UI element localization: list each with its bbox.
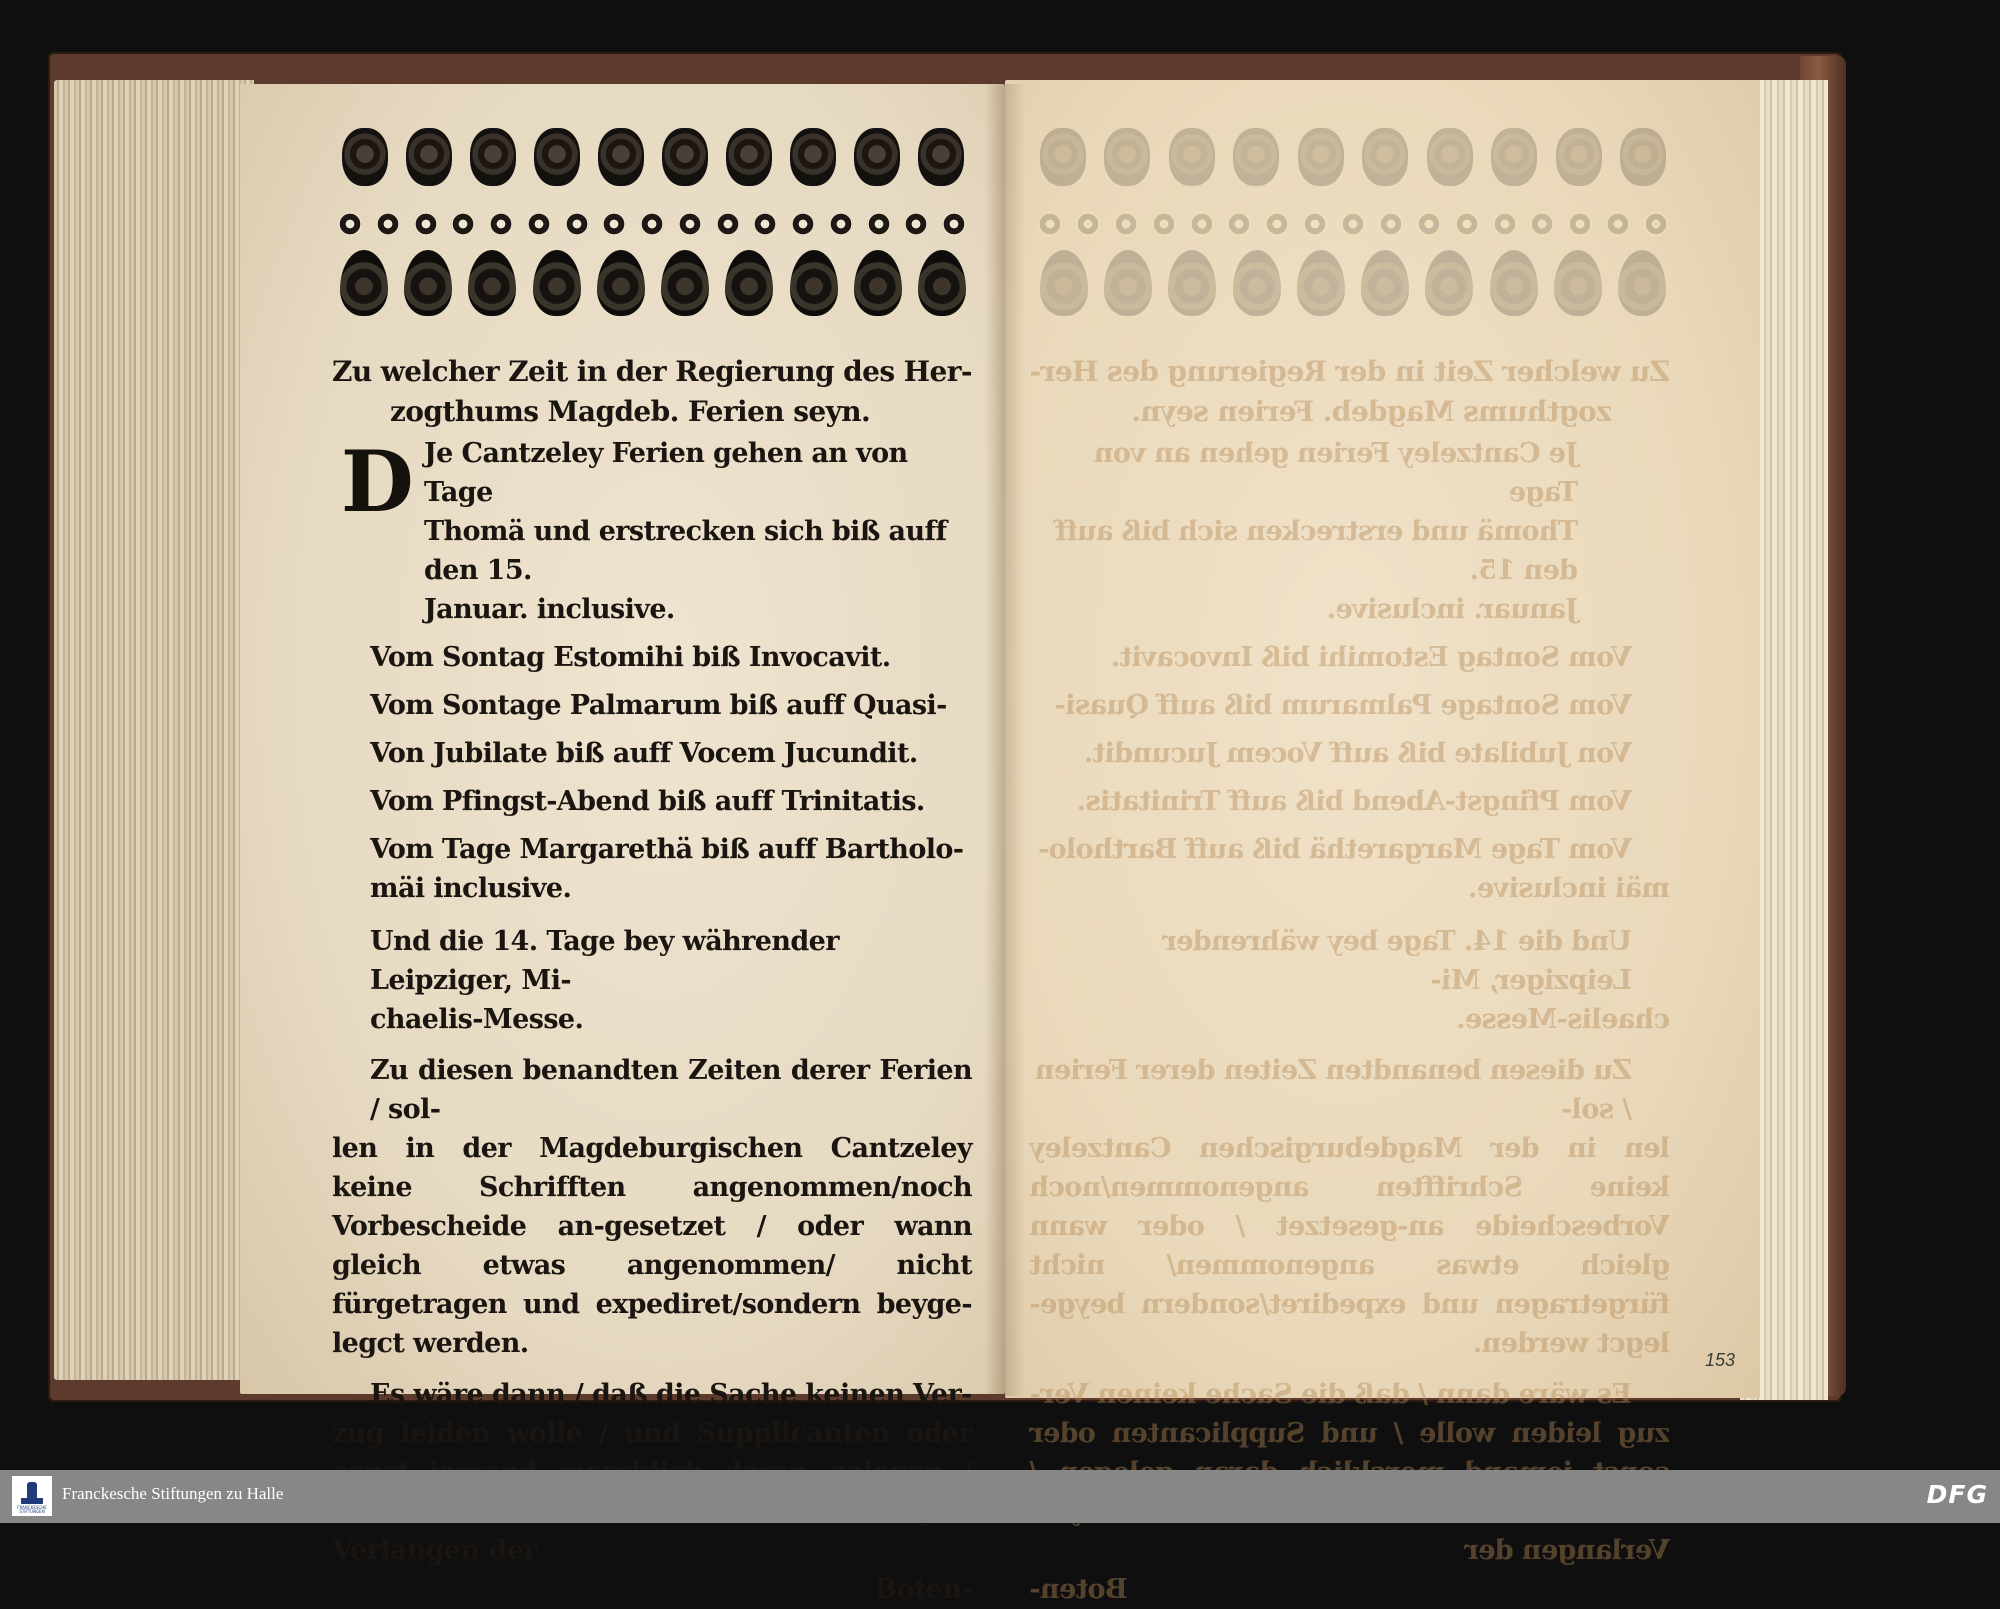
leaf-ornament-icon [1297,250,1345,316]
ghost-para-line: Es wäre dann / daß die Sache keinen Ver- [1030,1379,1632,1410]
ghost-entry: Vom Pfingst-Abend biß auff Trinitatis. [1077,786,1632,817]
leaf-ornament-icon [533,250,581,316]
opening-paragraph [332,434,972,629]
institution-logo[interactable] [12,1476,52,1516]
ghost-entry: Vom Tage Margarethä biß auff Bartholo- [1038,834,1632,865]
holiday-entry: Vom Pfingst-Abend biß auff Trinitatis. [370,786,925,817]
rosette-icon [904,212,928,236]
rosette-icon [565,212,589,236]
leaf-ornament-icon [1040,250,1088,316]
left-page-text [332,352,972,1609]
flower-ornament-icon [1040,128,1086,186]
opening-line-3: Januar. inclusive. [424,594,675,625]
leaf-ornament-icon [1618,250,1666,316]
holiday-entry: Von Jubilate biß auff Vocem Jucundit. [370,738,918,769]
flower-ornament-icon [598,128,644,186]
holiday-entry-continuation: mäi inclusive. [370,873,572,904]
rosette-icon [1227,212,1251,236]
rosette-icon [1568,212,1592,236]
leaf-ornament-icon [1425,250,1473,316]
paragraph-body: zug leiden wolle / und Supplicanten oder Verlangen der [332,1418,972,1566]
leaf-ornament-icon [597,250,645,316]
paragraph-first-line: Es wäre dann / daß die Sache keinen Ver- [370,1379,972,1410]
holiday-entry-line: Vom Tage Margarethä biß auff Bartholo- [370,834,964,865]
leaf-ornament-icon [725,250,773,316]
flower-ornament-icon [534,128,580,186]
flower-ornament-icon [1298,128,1344,186]
dfg-logo[interactable]: DFG [1926,1480,1988,1509]
rosette-icon [602,212,626,236]
flower-ornament-icon [342,128,388,186]
rosette-icon [1190,212,1214,236]
leaf-ornament-icon [1554,250,1602,316]
leaf-ornament-icon [340,250,388,316]
ghost-opening [1030,434,1670,629]
ghost-para-body: len in der Magdeburgischen Cantzeley keine Schrifften angenommen/noch Vorbescheide an-gesetzet / oder wann gleich etwas angenommen/ nicht fürgetragen und expediret/sondern beyge-legct werden. [1030,1133,1670,1359]
ghost-para-line: Zu diesen benandten Zeiten derer Ferien / sol- [1035,1055,1632,1125]
ghost-entry-cont: mäi inclusive. [1468,873,1670,904]
ornament-row-bottom [340,250,966,316]
rosette-icon [716,212,740,236]
holiday-entry: Vom Sontage Palmarum biß auff Quasi- [370,690,947,721]
flower-ornament-icon [1169,128,1215,186]
rosette-icon [678,212,702,236]
rosette-icon [1341,212,1365,236]
rosette-icon [1493,212,1517,236]
flower-ornament-icon [1233,128,1279,186]
rosette-icon [829,212,853,236]
leaf-ornament-icon [661,250,709,316]
institution-name: Franckesche Stiftungen zu Halle [62,1484,284,1503]
heading-line-2: zogthums Magdeb. Ferien seyn. [390,395,871,428]
ghost-heading-line-1: Zu welcher Zeit in der Regierung des Her- [1030,355,1670,388]
book-gutter [985,84,1025,1396]
flower-ornament-icon [662,128,708,186]
rosette-icon [1455,212,1479,236]
flower-ornament-icon [1491,128,1537,186]
ghost-opening-line-1: Je Cantzeley Ferien gehen an von Tage [1094,438,1578,508]
rosette-icon [376,212,400,236]
ghost-ornament-row-top [1040,128,1666,186]
ghost-entry: Von Jubilate biß auff Vocem Jucundit. [1084,738,1632,769]
rosette-icon [1417,212,1441,236]
ghost-opening-line-3: Januar. inclusive. [1327,594,1578,625]
ghost-heading [1030,352,1670,432]
pencil-folio-number: 153 [1705,1350,1736,1370]
opening-line-2: Thomä und erstrecken sich biß auff den 15. [424,516,947,586]
rosette-icon [1644,212,1668,236]
rosette-icon [527,212,551,236]
ghost-entry: Vom Sontage Palmarum biß auff Quasi- [1055,690,1632,721]
rosette-icon [942,212,966,236]
section-heading [332,352,972,432]
rosette-icon [489,212,513,236]
flower-ornament-icon [918,128,964,186]
ghost-catchword: Boten- [1030,1574,1128,1605]
left-page-edges [54,80,254,1380]
rosette-icon [1265,212,1289,236]
ghost-entry: Und die 14. Tage bey währender Leipziger, Mi- [1163,926,1632,996]
rosette-icon [791,212,815,236]
paragraph-first-line: Zu diesen benandten Zeiten derer Ferien / sol- [370,1055,972,1125]
flower-ornament-icon [470,128,516,186]
leaf-ornament-icon [1490,250,1538,316]
catchword: Boten- [874,1574,972,1605]
show-through-text [1030,352,1670,1609]
rosette-icon [867,212,891,236]
rosette-icon [753,212,777,236]
leaf-ornament-icon [790,250,838,316]
flower-ornament-icon [726,128,772,186]
rosette-icon [640,212,664,236]
opening-line-1: Je Cantzeley Ferien gehen an von Tage [424,438,908,508]
rosette-icon [1152,212,1176,236]
rosette-icon [1038,212,1062,236]
paragraph-ferien-rule [332,1051,972,1363]
ghost-heading-line-2: zogthums Magdeb. Ferien seyn. [1131,395,1612,428]
flower-ornament-icon [1556,128,1602,186]
flower-ornament-icon [854,128,900,186]
leaf-ornament-icon [404,250,452,316]
flower-ornament-icon [1620,128,1666,186]
holiday-entry-continuation: chaelis-Messe. [370,1004,584,1035]
rosette-icon [451,212,475,236]
flower-ornament-icon [1104,128,1150,186]
ornament-row-top [342,128,964,186]
leaf-ornament-icon [918,250,966,316]
ghost-entry-cont: chaelis-Messe. [1456,1004,1670,1035]
leaf-ornament-icon [1361,250,1409,316]
heading-line-1: Zu welcher Zeit in der Regierung des Her- [332,355,972,388]
rosette-icon [1076,212,1100,236]
ornament-row-middle [338,212,966,236]
paragraph-body: len in der Magdeburgischen Cantzeley keine Schrifften angenommen/noch Vorbescheide an-gesetzet / oder wann gleich etwas angenommen/ nicht fürgetragen und expediret/sondern beyge-legct werden. [332,1133,972,1359]
leaf-ornament-icon [1168,250,1216,316]
ghost-opening-line-2: Thomä und erstrecken sich biß auff den 15. [1055,516,1578,586]
rosette-icon [1114,212,1138,236]
rosette-icon [1379,212,1403,236]
logo-caption: FRANCKESCHE STIFTUNGEN [17,1505,47,1514]
flower-ornament-icon [406,128,452,186]
holiday-entry-michaelis [332,922,972,1039]
rosette-icon [1303,212,1327,236]
ghost-entry: Vom Sontag Estomihi biß Invocavit. [1111,642,1632,673]
flower-ornament-icon [1362,128,1408,186]
rosette-icon [338,212,362,236]
leaf-ornament-icon [1104,250,1152,316]
leaf-ornament-icon [854,250,902,316]
holiday-entry-line: Und die 14. Tage bey währender Leipziger, Mi- [370,926,839,996]
flower-ornament-icon [1427,128,1473,186]
rosette-icon [1606,212,1630,236]
ghost-para-body: zug leiden wolle / und Supplicanten oder Verlangen der [1030,1418,1670,1566]
leaf-ornament-icon [1233,250,1281,316]
flower-ornament-icon [790,128,836,186]
drop-cap: D [340,432,414,531]
logo-base-shape [21,1498,43,1504]
ghost-ornament-row-bottom [1040,250,1666,316]
viewer-footer-bar [0,1470,2000,1523]
ghost-ornament-row-middle [1038,212,1668,236]
rosette-icon [1530,212,1554,236]
holiday-entry-margaretha [332,830,972,908]
holiday-entry: Vom Sontag Estomihi biß Invocavit. [370,642,891,673]
leaf-ornament-icon [468,250,516,316]
rosette-icon [414,212,438,236]
